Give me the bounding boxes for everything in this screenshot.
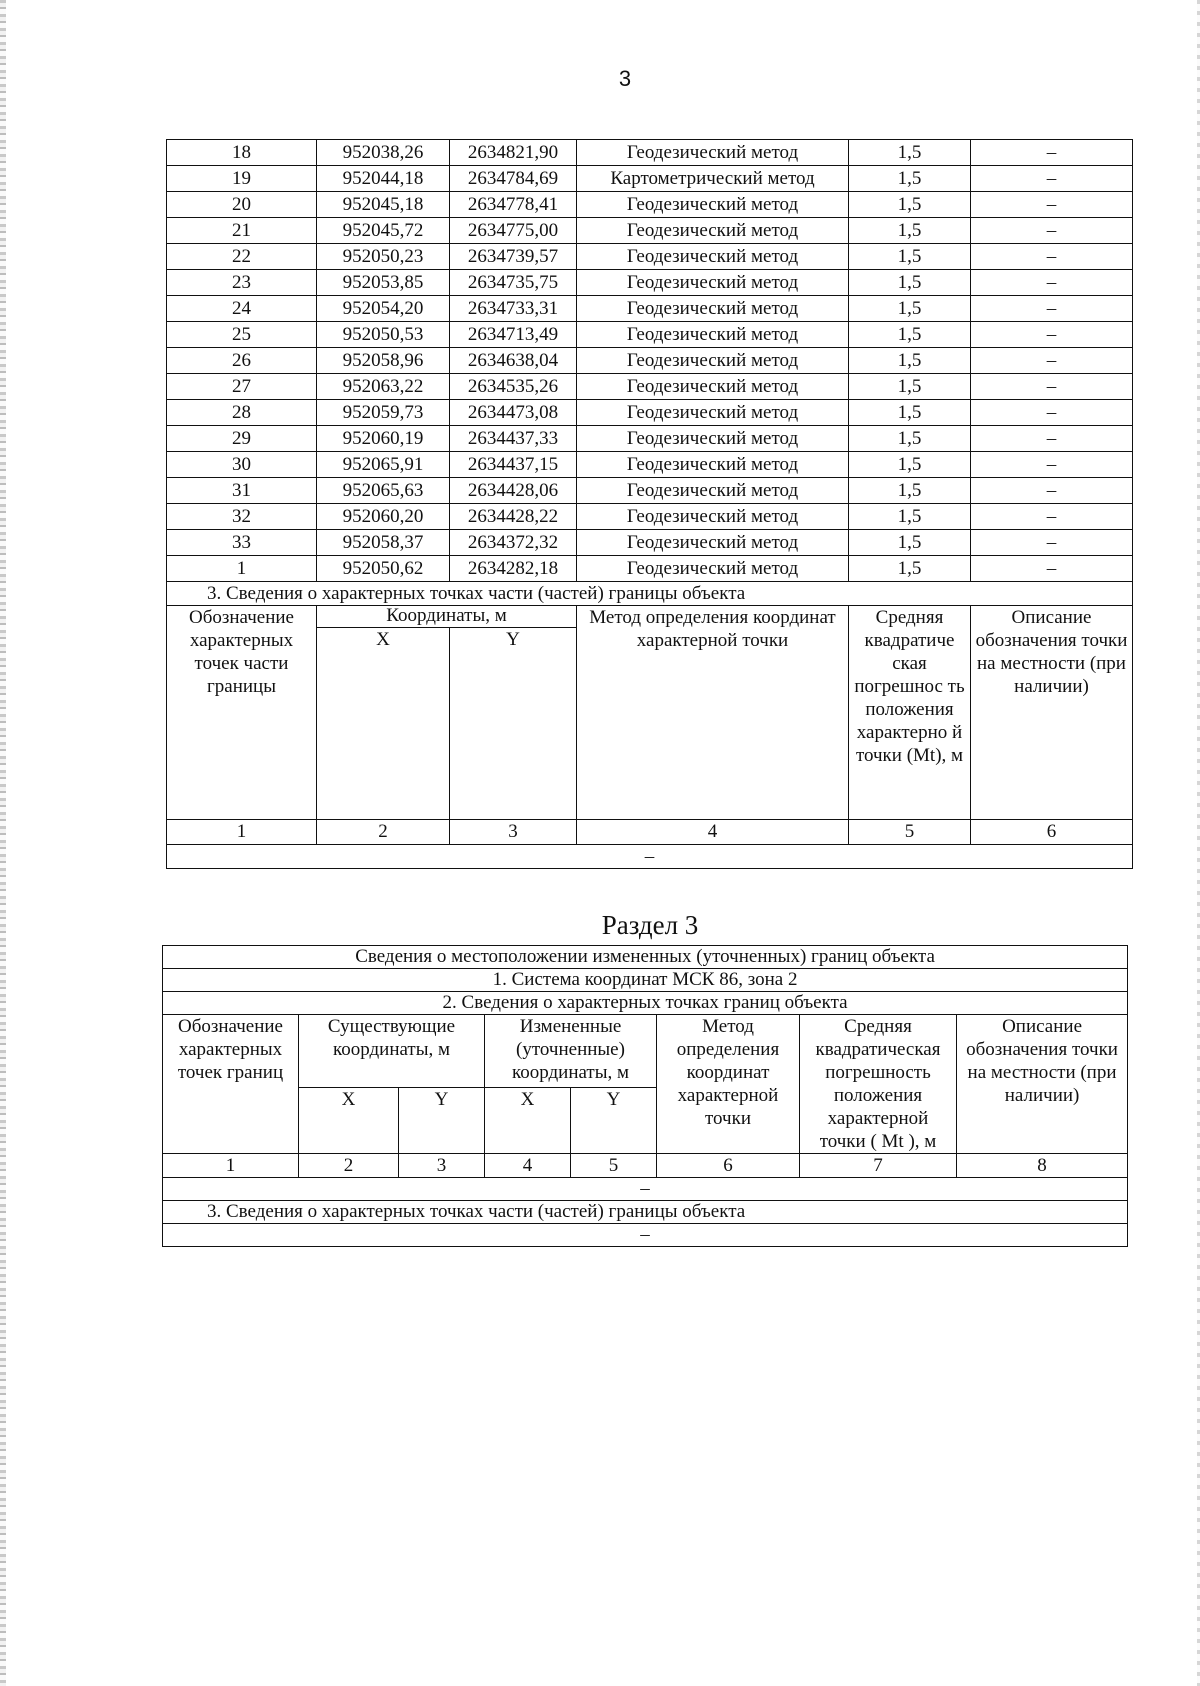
cell-x: 952065,63 xyxy=(317,478,450,504)
cell-method: Геодезический метод xyxy=(577,270,849,296)
cell-y: 2634282,18 xyxy=(450,556,577,582)
table-row xyxy=(167,166,1133,192)
header-x-changed: X xyxy=(485,1088,571,1154)
cell-error: 1,5 xyxy=(849,374,971,400)
col-number: 3 xyxy=(399,1154,485,1178)
cell-description: – xyxy=(971,530,1133,556)
title-row xyxy=(163,946,1128,969)
cell-method: Геодезический метод xyxy=(577,556,849,582)
cell-point-number: 24 xyxy=(167,296,317,322)
table-row xyxy=(167,504,1133,530)
cell-method: Геодезический метод xyxy=(577,322,849,348)
cell-description: – xyxy=(971,374,1133,400)
cell-point-number: 20 xyxy=(167,192,317,218)
cell-error: 1,5 xyxy=(849,530,971,556)
header-y-existing: Y xyxy=(399,1088,485,1154)
cell-x: 952050,23 xyxy=(317,244,450,270)
table-row xyxy=(167,400,1133,426)
header-method: Метод определения координат характерной точки xyxy=(657,1015,800,1154)
cell-point-number: 1 xyxy=(167,556,317,582)
table-row xyxy=(167,478,1133,504)
coordinate-system: 1. Система координат МСК 86, зона 2 xyxy=(163,969,1128,992)
col-number: 8 xyxy=(957,1154,1128,1178)
header-point: Обозначение характерных точек границ xyxy=(163,1015,299,1154)
cell-point-number: 32 xyxy=(167,504,317,530)
cell-y: 2634784,69 xyxy=(450,166,577,192)
cell-error: 1,5 xyxy=(849,348,971,374)
header-x-existing: X xyxy=(299,1088,399,1154)
coordinates-rows xyxy=(167,140,1133,582)
col-number: 2 xyxy=(317,820,450,845)
points-subtitle: 2. Сведения о характерных точках границ объекта xyxy=(163,992,1128,1015)
cell-description: – xyxy=(971,504,1133,530)
cell-y: 2634775,00 xyxy=(450,218,577,244)
cell-point-number: 33 xyxy=(167,530,317,556)
cell-method: Геодезический метод xyxy=(577,218,849,244)
cell-error: 1,5 xyxy=(849,478,971,504)
col-number: 3 xyxy=(450,820,577,845)
cell-error: 1,5 xyxy=(849,452,971,478)
header-method: Метод определения координат характерной точки xyxy=(577,606,849,820)
header-description: Описание обозначения точки на местности (при наличии) xyxy=(971,606,1133,820)
subtitle-row-2 xyxy=(163,992,1128,1015)
section-3-title: 3. Сведения о характерных точках части (частей) границы объекта xyxy=(163,1201,1128,1224)
cell-method: Геодезический метод xyxy=(577,478,849,504)
cell-description: – xyxy=(971,270,1133,296)
col-number: 4 xyxy=(485,1154,571,1178)
cell-error: 1,5 xyxy=(849,166,971,192)
cell-method: Геодезический метод xyxy=(577,426,849,452)
cell-y: 2634821,90 xyxy=(450,140,577,166)
cell-description: – xyxy=(971,452,1133,478)
cell-description: – xyxy=(971,244,1133,270)
table-row xyxy=(167,244,1133,270)
header-existing: Существующие координаты, м xyxy=(299,1015,485,1088)
empty-data-row xyxy=(167,845,1133,869)
cell-description: – xyxy=(971,400,1133,426)
cell-error: 1,5 xyxy=(849,556,971,582)
column-number-row xyxy=(163,1154,1128,1178)
section-3-row xyxy=(163,1201,1128,1224)
cell-x: 952063,22 xyxy=(317,374,450,400)
header-description: Описание обозначения точки на местности (при наличии) xyxy=(957,1015,1128,1154)
cell-point-number: 27 xyxy=(167,374,317,400)
cell-x: 952065,91 xyxy=(317,452,450,478)
scan-edge-left xyxy=(0,0,6,1686)
cell-description: – xyxy=(971,140,1133,166)
table-row xyxy=(167,452,1133,478)
cell-error: 1,5 xyxy=(849,218,971,244)
cell-x: 952038,26 xyxy=(317,140,450,166)
cell-description: – xyxy=(971,166,1133,192)
table-row xyxy=(167,192,1133,218)
header-error: Средняя квадратическая погрешность положения характерной точки ( Mt ), м xyxy=(800,1015,957,1154)
cell-method: Геодезический метод xyxy=(577,296,849,322)
cell-description: – xyxy=(971,556,1133,582)
empty-mark: – xyxy=(163,1224,1128,1247)
header-y: Y xyxy=(450,628,577,820)
empty-data-row xyxy=(163,1178,1128,1201)
cell-y: 2634733,31 xyxy=(450,296,577,322)
cell-x: 952050,53 xyxy=(317,322,450,348)
cell-x: 952045,72 xyxy=(317,218,450,244)
col-number: 2 xyxy=(299,1154,399,1178)
section-3-title: 3. Сведения о характерных точках части (частей) границы объекта xyxy=(167,582,1133,606)
cell-point-number: 26 xyxy=(167,348,317,374)
header-error: Средняя квадратиче ская погрешнос ть положения характерно й точки (Mt), м xyxy=(849,606,971,820)
header-y-changed: Y xyxy=(571,1088,657,1154)
col-number: 4 xyxy=(577,820,849,845)
table-row xyxy=(167,426,1133,452)
table-row xyxy=(167,556,1133,582)
cell-y: 2634739,57 xyxy=(450,244,577,270)
cell-method: Геодезический метод xyxy=(577,452,849,478)
table-row xyxy=(167,322,1133,348)
table-row xyxy=(167,140,1133,166)
cell-y: 2634473,08 xyxy=(450,400,577,426)
cell-description: – xyxy=(971,426,1133,452)
cell-method: Геодезический метод xyxy=(577,530,849,556)
cell-error: 1,5 xyxy=(849,400,971,426)
cell-x: 952045,18 xyxy=(317,192,450,218)
cell-method: Геодезический метод xyxy=(577,504,849,530)
cell-error: 1,5 xyxy=(849,244,971,270)
cell-point-number: 22 xyxy=(167,244,317,270)
cell-method: Геодезический метод xyxy=(577,400,849,426)
cell-y: 2634372,32 xyxy=(450,530,577,556)
cell-point-number: 31 xyxy=(167,478,317,504)
section-heading: Раздел 3 xyxy=(601,910,699,940)
page-number: 3 xyxy=(618,66,632,91)
header-point: Обозначение характерных точек части границы xyxy=(167,606,317,820)
subtitle-row-1 xyxy=(163,969,1128,992)
empty-mark: – xyxy=(167,845,1133,869)
section-3-row xyxy=(167,582,1133,606)
cell-error: 1,5 xyxy=(849,192,971,218)
cell-y: 2634428,22 xyxy=(450,504,577,530)
cell-method: Геодезический метод xyxy=(577,140,849,166)
cell-method: Геодезический метод xyxy=(577,244,849,270)
cell-y: 2634713,49 xyxy=(450,322,577,348)
cell-x: 952058,96 xyxy=(317,348,450,374)
table-title: Сведения о местоположении измененных (уточненных) границ объекта xyxy=(163,946,1128,969)
col-number: 1 xyxy=(163,1154,299,1178)
cell-description: – xyxy=(971,478,1133,504)
cell-x: 952054,20 xyxy=(317,296,450,322)
table-row xyxy=(167,348,1133,374)
table-row xyxy=(167,296,1133,322)
col-number: 6 xyxy=(657,1154,800,1178)
header-row xyxy=(167,606,1133,628)
cell-point-number: 28 xyxy=(167,400,317,426)
cell-y: 2634735,75 xyxy=(450,270,577,296)
cell-error: 1,5 xyxy=(849,504,971,530)
cell-error: 1,5 xyxy=(849,426,971,452)
header-changed: Измененные (уточненные) координаты, м xyxy=(485,1015,657,1088)
cell-x: 952058,37 xyxy=(317,530,450,556)
col-number: 5 xyxy=(849,820,971,845)
cell-description: – xyxy=(971,348,1133,374)
cell-x: 952060,19 xyxy=(317,426,450,452)
cell-description: – xyxy=(971,322,1133,348)
cell-point-number: 21 xyxy=(167,218,317,244)
cell-point-number: 30 xyxy=(167,452,317,478)
cell-error: 1,5 xyxy=(849,270,971,296)
cell-error: 1,5 xyxy=(849,322,971,348)
cell-method: Геодезический метод xyxy=(577,348,849,374)
cell-x: 952060,20 xyxy=(317,504,450,530)
cell-y: 2634437,33 xyxy=(450,426,577,452)
cell-error: 1,5 xyxy=(849,296,971,322)
column-number-row xyxy=(167,820,1133,845)
cell-y: 2634437,15 xyxy=(450,452,577,478)
table-row xyxy=(167,218,1133,244)
changed-boundaries-table xyxy=(162,945,1128,1247)
cell-method: Картометрический метод xyxy=(577,166,849,192)
col-number: 6 xyxy=(971,820,1133,845)
empty-mark: – xyxy=(163,1178,1128,1201)
cell-x: 952053,85 xyxy=(317,270,450,296)
boundary-points-table xyxy=(166,139,1133,869)
col-number: 5 xyxy=(571,1154,657,1178)
cell-description: – xyxy=(971,296,1133,322)
cell-y: 2634638,04 xyxy=(450,348,577,374)
cell-description: – xyxy=(971,218,1133,244)
cell-point-number: 18 xyxy=(167,140,317,166)
header-row xyxy=(163,1015,1128,1088)
cell-method: Геодезический метод xyxy=(577,192,849,218)
cell-x: 952044,18 xyxy=(317,166,450,192)
cell-error: 1,5 xyxy=(849,140,971,166)
cell-y: 2634535,26 xyxy=(450,374,577,400)
cell-x: 952059,73 xyxy=(317,400,450,426)
table-row xyxy=(167,270,1133,296)
col-number: 7 xyxy=(800,1154,957,1178)
header-coords: Координаты, м xyxy=(317,606,577,628)
cell-x: 952050,62 xyxy=(317,556,450,582)
cell-point-number: 23 xyxy=(167,270,317,296)
cell-method: Геодезический метод xyxy=(577,374,849,400)
cell-y: 2634428,06 xyxy=(450,478,577,504)
cell-y: 2634778,41 xyxy=(450,192,577,218)
cell-point-number: 25 xyxy=(167,322,317,348)
cell-point-number: 29 xyxy=(167,426,317,452)
cell-point-number: 19 xyxy=(167,166,317,192)
col-number: 1 xyxy=(167,820,317,845)
table-row xyxy=(167,374,1133,400)
header-x: X xyxy=(317,628,450,820)
empty-data-row-2 xyxy=(163,1224,1128,1247)
cell-description: – xyxy=(971,192,1133,218)
table-row xyxy=(167,530,1133,556)
